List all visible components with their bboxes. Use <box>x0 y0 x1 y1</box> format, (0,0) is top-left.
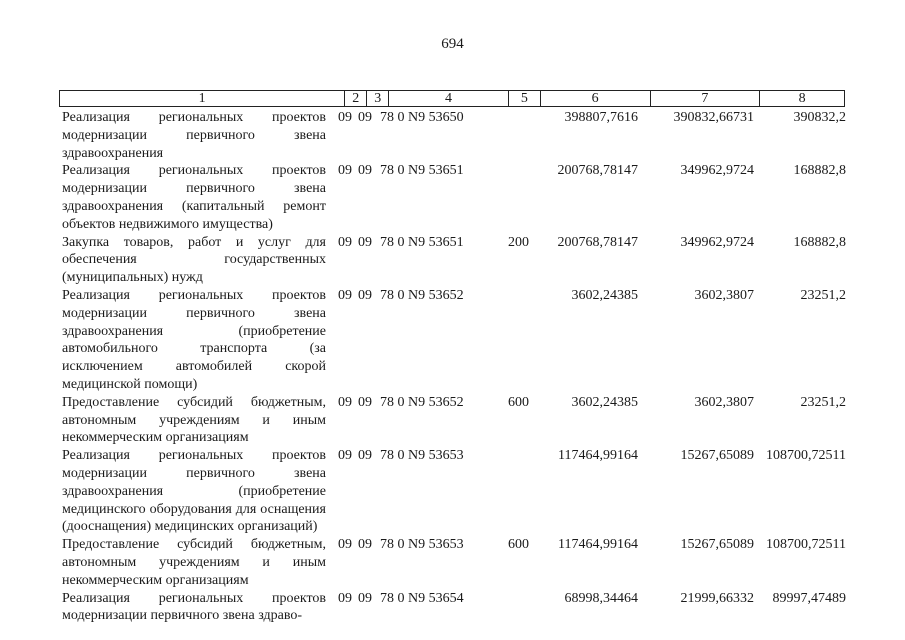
page-number: 694 <box>441 36 464 52</box>
row-value-8: 23251,2 <box>800 394 846 410</box>
row-subsection: 09 <box>358 287 372 303</box>
row-section: 09 <box>338 234 352 250</box>
row-description: Реализация региональных проектов модернизации первичного звена здравоохранения <box>62 110 326 161</box>
row-value-6: 200768,78147 <box>557 163 638 179</box>
row-value-6: 3602,24385 <box>571 287 638 303</box>
row-description: Реализация региональных проектов модернизации первичного звена здравоохранения (приобретение автомобильного транспорта (за исключением автомобилей скорой медицинской помощи) <box>62 287 326 392</box>
row-expense-type <box>508 109 536 162</box>
row-value-7: 349962,9724 <box>680 234 754 250</box>
row-section: 09 <box>338 287 352 303</box>
header-col-1: 1 <box>60 91 345 106</box>
row-target-code: 78 0 N9 53651 <box>380 163 464 179</box>
row-target-code: 78 0 N9 53650 <box>380 110 464 125</box>
row-value-6: 3602,24385 <box>571 394 638 410</box>
row-subsection: 09 <box>358 394 372 410</box>
row-value-8: 168882,8 <box>793 163 846 179</box>
table-row <box>62 287 846 394</box>
row-target-code: 78 0 N9 53652 <box>380 287 464 303</box>
row-description: Предоставление субсидий бюджетным, автономным учреждениям и иным некоммерческим организациям <box>62 394 326 446</box>
row-expense-type: 600 <box>508 537 529 553</box>
row-description: Предоставление субсидий бюджетным, автономным учреждениям и иным некоммерческим организациям <box>62 537 326 588</box>
table-row <box>62 590 846 626</box>
row-description: Закупка товаров, работ и услуг для обеспечения государственных (муниципальных) нужд <box>62 234 326 286</box>
table-row <box>62 447 846 536</box>
row-value-7: 349962,9724 <box>680 163 754 179</box>
row-value-7: 21999,66332 <box>680 590 754 606</box>
row-expense-type <box>508 590 536 626</box>
row-target-code: 78 0 N9 53653 <box>380 448 464 464</box>
row-value-8: 108700,72511 <box>766 448 846 464</box>
header-col-7: 7 <box>651 91 761 106</box>
row-expense-type <box>508 162 536 233</box>
row-expense-type <box>508 447 536 536</box>
row-value-6: 117464,99164 <box>558 448 638 464</box>
row-value-8: 23251,2 <box>800 287 846 303</box>
row-value-7: 390832,66731 <box>673 110 754 125</box>
row-value-6: 117464,99164 <box>558 537 638 553</box>
row-subsection: 09 <box>358 234 372 250</box>
row-value-6: 398807,7616 <box>564 110 638 125</box>
table-row <box>62 109 846 162</box>
row-target-code: 78 0 N9 53651 <box>380 234 464 250</box>
header-col-4: 4 <box>389 91 509 106</box>
row-target-code: 78 0 N9 53652 <box>380 394 464 410</box>
row-section: 09 <box>338 448 352 464</box>
table-header <box>59 90 845 107</box>
row-value-7: 15267,65089 <box>680 448 754 464</box>
row-subsection: 09 <box>358 163 372 179</box>
row-target-code: 78 0 N9 53654 <box>380 590 464 606</box>
row-subsection: 09 <box>358 110 372 125</box>
header-col-3: 3 <box>367 91 389 106</box>
row-subsection: 09 <box>358 590 372 606</box>
table-row <box>62 536 846 589</box>
row-section: 09 <box>338 394 352 410</box>
row-section: 09 <box>338 110 352 125</box>
row-description: Реализация региональных проектов модернизации первичного звена здраво- <box>62 590 326 624</box>
row-expense-type <box>508 287 536 394</box>
header-col-8: 8 <box>798 91 806 106</box>
row-subsection: 09 <box>358 537 372 553</box>
row-value-7: 15267,65089 <box>680 537 754 553</box>
table-row <box>62 234 846 287</box>
row-value-8: 168882,8 <box>793 234 846 250</box>
header-col-5: 5 <box>509 91 541 106</box>
row-value-7: 3602,3807 <box>694 394 754 410</box>
row-expense-type: 200 <box>508 234 529 250</box>
row-value-6: 200768,78147 <box>557 234 638 250</box>
row-value-8: 390832,2 <box>793 110 846 125</box>
table-body <box>62 109 846 625</box>
row-expense-type: 600 <box>508 394 529 410</box>
row-subsection: 09 <box>358 448 372 464</box>
row-section: 09 <box>338 537 352 553</box>
row-section: 09 <box>338 590 352 606</box>
row-target-code: 78 0 N9 53653 <box>380 537 464 553</box>
row-section: 09 <box>338 163 352 179</box>
row-value-8: 89997,47489 <box>772 590 846 606</box>
row-value-7: 3602,3807 <box>694 287 754 303</box>
row-description: Реализация региональных проектов модернизации первичного звена здравоохранения (капитальный ремонт объектов недвижимого имущества) <box>62 163 326 232</box>
row-value-8: 108700,72511 <box>766 537 846 553</box>
table-row <box>62 162 846 233</box>
row-value-6: 68998,34464 <box>564 590 638 606</box>
table-row <box>62 394 846 447</box>
header-col-6: 6 <box>541 91 651 106</box>
row-description: Реализация региональных проектов модернизации первичного звена здравоохранения (приобретение медицинского оборудования для оснащения (дооснащения) медицинских организаций) <box>62 448 326 535</box>
header-col-2: 2 <box>345 91 367 106</box>
